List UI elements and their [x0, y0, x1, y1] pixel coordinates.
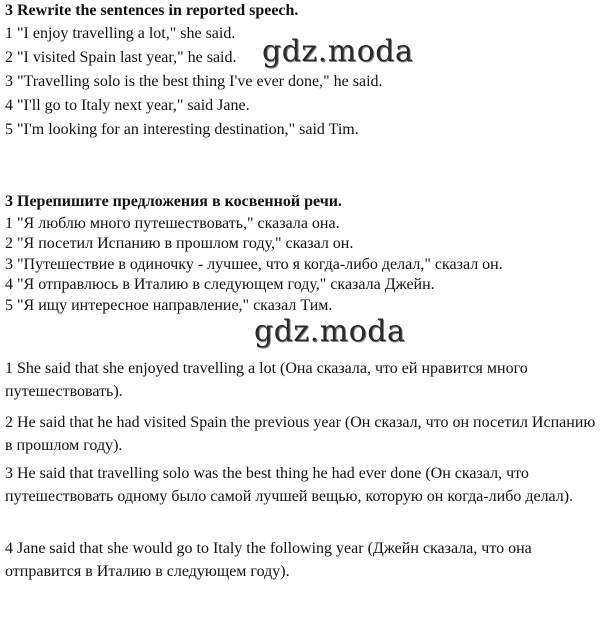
answer-2: 2 He said that he had visited Spain the previous year (Он сказал, что он посетил Испанию в прошлом году). — [5, 414, 596, 454]
answer-4: 4 Jane said that she would go to Italy the following year (Джейн сказала, что она отправится в Италию в следующем году). — [5, 540, 532, 580]
sentence-en-1: 1 "I enjoy travelling a lot," she said. — [5, 25, 236, 42]
sentence-ru-1: 1 "Я люблю много путешествовать," сказала она. — [5, 215, 340, 232]
answer-1: 1 She said that she enjoyed travelling a lot (Она сказала, что ей нравится много путешествовать). — [5, 360, 528, 400]
sentence-ru-5: 5 "Я ищу интересное направление," сказал Тим. — [5, 297, 333, 314]
sentence-ru-3: 3 "Путешествие в одиночку - лучшее, что я когда-либо делал," сказал он. — [5, 256, 503, 273]
sentence-en-3: 3 "Travelling solo is the best thing I've ever done," he said. — [5, 73, 383, 90]
watermark-middle: gdz.moda — [254, 314, 406, 349]
sentence-en-2: 2 "I visited Spain last year," he said. — [5, 49, 237, 66]
exercise-heading-ru: 3 Перепишите предложения в косвенной речи. — [5, 193, 342, 210]
answer-3: 3 He said that travelling solo was the best thing he had ever done (Он сказал, что путешествовать одному было самой лучшей вещью, которую он когда-либо делал). — [5, 465, 574, 505]
sentence-ru-2: 2 "Я посетил Испанию в прошлом году," сказал он. — [5, 235, 354, 252]
sentence-en-5: 5 "I'm looking for an interesting destination," said Tim. — [5, 121, 359, 138]
sentence-ru-4: 4 "Я отправлюсь в Италию в следующем году," сказала Джейн. — [5, 276, 435, 293]
exercise-heading-en: 3 Rewrite the sentences in reported speech. — [5, 2, 299, 19]
watermark-top: gdz.moda — [262, 34, 414, 69]
sentence-en-4: 4 "I'll go to Italy next year," said Jane. — [5, 97, 250, 114]
